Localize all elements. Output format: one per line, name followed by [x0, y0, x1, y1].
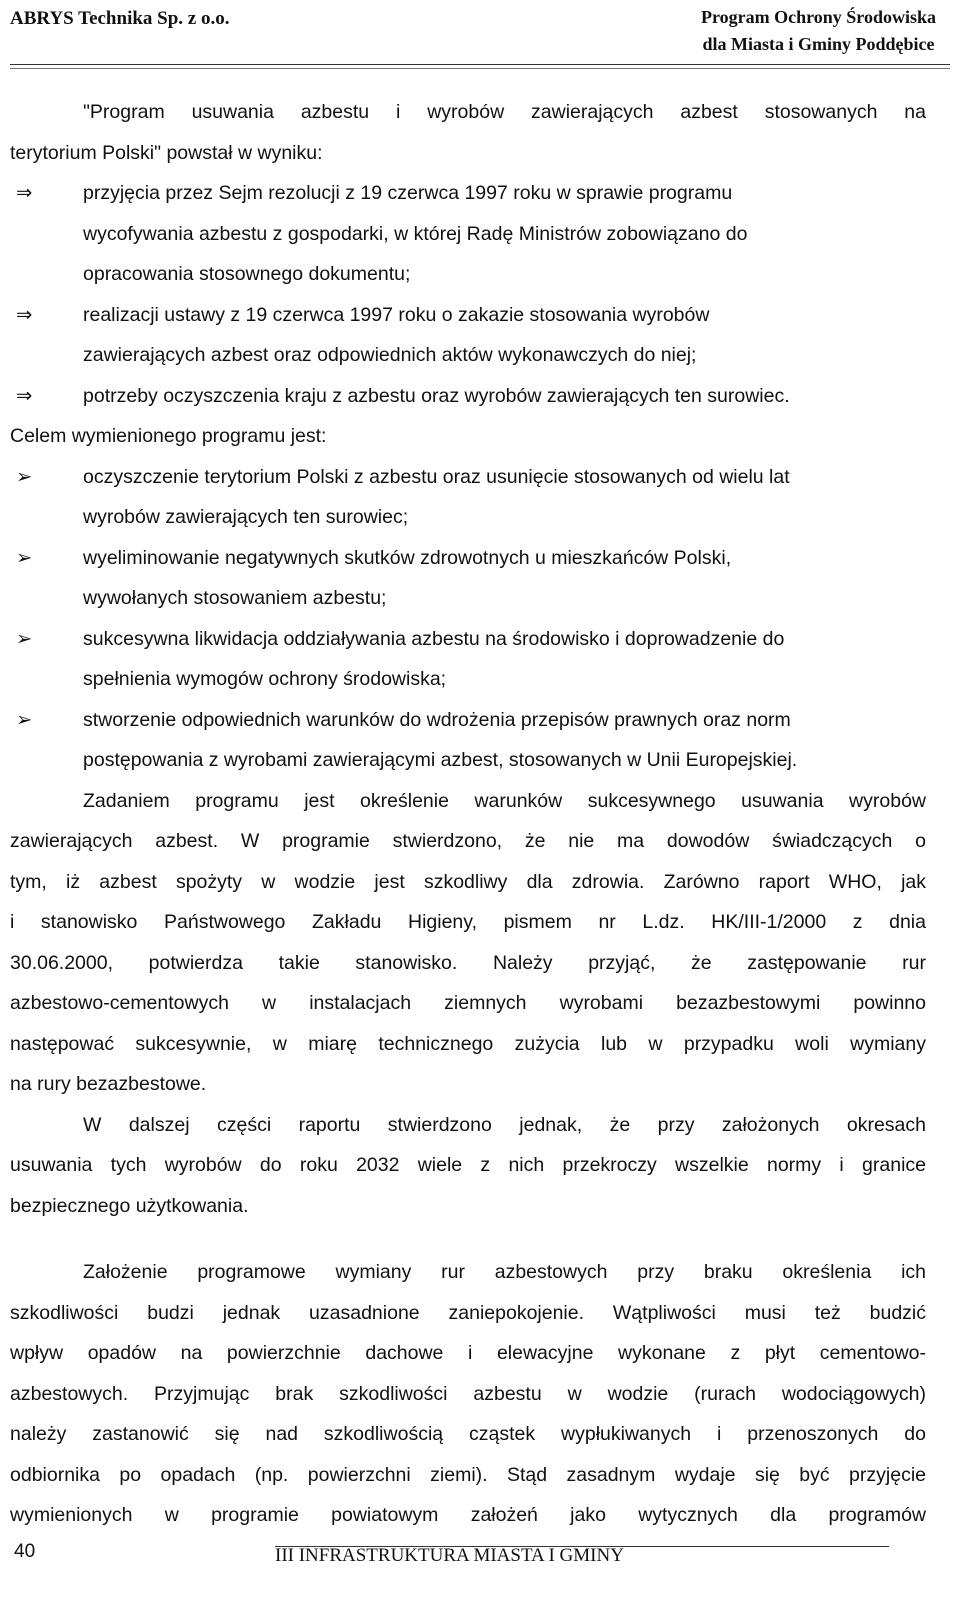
- text-line: azbestowych. Przyjmując brak szkodliwości azbestu w wodzie (rurach wodociągowych): [10, 1382, 926, 1405]
- chevron-arrow-icon: ➢: [16, 546, 33, 569]
- document-body: [10, 92, 926, 1536]
- chevron-arrow-icon: ➢: [16, 465, 33, 488]
- text-line: tym, iż azbest spożyty w wodzie jest szkodliwy dla zdrowia. Zarówno raport WHO, jak: [10, 870, 926, 893]
- header-program-line1: Program Ochrony Środowiska: [700, 7, 936, 27]
- text-line: zawierających azbest. W programie stwierdzono, że nie ma dowodów świadczących o: [10, 830, 926, 852]
- text-line: 30.06.2000, potwierdza takie stanowisko. Należy przyjąć, że zastępowanie rur: [10, 951, 926, 974]
- text-line: usuwania tych wyrobów do roku 2032 wiele z nich przekroczy wszelkie normy i granice: [10, 1154, 926, 1176]
- text-line: terytorium Polski" powstał w wyniku:: [10, 141, 323, 164]
- header-divider-thin: [10, 68, 950, 69]
- text-line: zawierających azbest oraz odpowiednich aktów wykonawczych do niej;: [83, 344, 697, 366]
- text-line: bezpiecznego użytkowania.: [10, 1194, 249, 1217]
- list-item-text: sukcesywna likwidacja oddziaływania azbestu na środowisko i doprowadzenie do: [83, 627, 785, 650]
- list-item: [10, 295, 926, 336]
- text-line: szkodliwości budzi jednak uzasadnione zaniepokojenie. Wątpliwości musi też budzić: [10, 1301, 926, 1324]
- list-item: [10, 619, 926, 660]
- list-item-text: przyjęcia przez Sejm rezolucji z 19 czerwca 1997 roku w sprawie programu: [83, 182, 733, 204]
- chevron-arrow-icon: ➢: [16, 708, 33, 731]
- text-line: Założenie programowe wymiany rur azbestowych przy braku określenia ich: [83, 1261, 926, 1283]
- header-program-line2: dla Miasta i Gminy Poddębice: [702, 34, 935, 54]
- text-line: odbiornika po opadach (np. powierzchni ziemi). Stąd zasadnym wydaje się być przyjęcie: [10, 1463, 926, 1486]
- header-divider: [10, 64, 950, 65]
- header-company: ABRYS Technika Sp. z o.o.: [10, 8, 230, 29]
- text-line: wywołanych stosowaniem azbestu;: [83, 587, 387, 609]
- list-item-text: realizacji ustawy z 19 czerwca 1997 roku o zakazie stosowania wyrobów: [83, 303, 710, 326]
- paragraph-gap: [10, 1226, 926, 1252]
- text-line: Celem wymienionego programu jest:: [10, 425, 327, 447]
- list-item-text: potrzeby oczyszczenia kraju z azbestu oraz wyrobów zawierających ten surowiec.: [83, 384, 790, 407]
- text-line: wyrobów zawierających ten surowiec;: [83, 506, 409, 528]
- text-line: wpływ opadów na powierzchnie dachowe i elewacyjne wykonane z płyt cementowo-: [10, 1342, 926, 1364]
- list-item: [10, 700, 926, 741]
- text-line: "Program usuwania azbestu i wyrobów zawierających azbest stosowanych na: [83, 101, 926, 123]
- text-line: następować sukcesywnie, w miarę technicznego zużycia lub w przypadku woli wymiany: [10, 1032, 926, 1055]
- text-line: należy zastanowić się nad szkodliwością cząstek wypłukiwanych i przenoszonych do: [10, 1423, 926, 1445]
- text-line: W dalszej części raportu stwierdzono jednak, że przy założonych okresach: [83, 1113, 926, 1136]
- list-item: [10, 538, 926, 579]
- text-line: wymienionych w programie powiatowym założeń jako wytycznych dla programów: [10, 1504, 926, 1526]
- double-arrow-icon: ⇒: [16, 384, 33, 407]
- header-program: [701, 4, 936, 58]
- text-line: azbestowo-cementowych w instalacjach ziemnych wyrobami bezazbestowymi powinno: [10, 992, 926, 1014]
- text-line: opracowania stosownego dokumentu;: [83, 263, 411, 285]
- list-item: [10, 457, 926, 498]
- list-item: [10, 173, 926, 214]
- text-line: spełnienia wymogów ochrony środowiska;: [83, 668, 447, 690]
- footer-section-title: III INFRASTRUKTURA MIASTA I GMINY: [275, 1545, 624, 1566]
- chevron-arrow-icon: ➢: [16, 627, 33, 650]
- text-line: Zadaniem programu jest określenie warunków sukcesywnego usuwania wyrobów: [83, 789, 926, 812]
- text-line: i stanowisko Państwowego Zakładu Higieny, pismem nr L.dz. HK/III-1/2000 z dnia: [10, 911, 926, 933]
- text-line: wycofywania azbestu z gospodarki, w której Radę Ministrów zobowiązano do: [83, 222, 748, 245]
- page-number: 40: [14, 1541, 36, 1562]
- list-item-text: wyeliminowanie negatywnych skutków zdrowotnych u mieszkańców Polski,: [83, 546, 732, 569]
- list-item: [10, 376, 926, 417]
- text-line: na rury bezazbestowe.: [10, 1073, 207, 1095]
- double-arrow-icon: ⇒: [16, 182, 33, 204]
- list-item-text: oczyszczenie terytorium Polski z azbestu oraz usunięcie stosowanych od wielu lat: [83, 465, 790, 488]
- text-line: postępowania z wyrobami zawierającymi azbest, stosowanych w Unii Europejskiej.: [83, 749, 798, 771]
- list-item-text: stworzenie odpowiednich warunków do wdrożenia przepisów prawnych oraz norm: [83, 708, 791, 731]
- double-arrow-icon: ⇒: [16, 303, 33, 326]
